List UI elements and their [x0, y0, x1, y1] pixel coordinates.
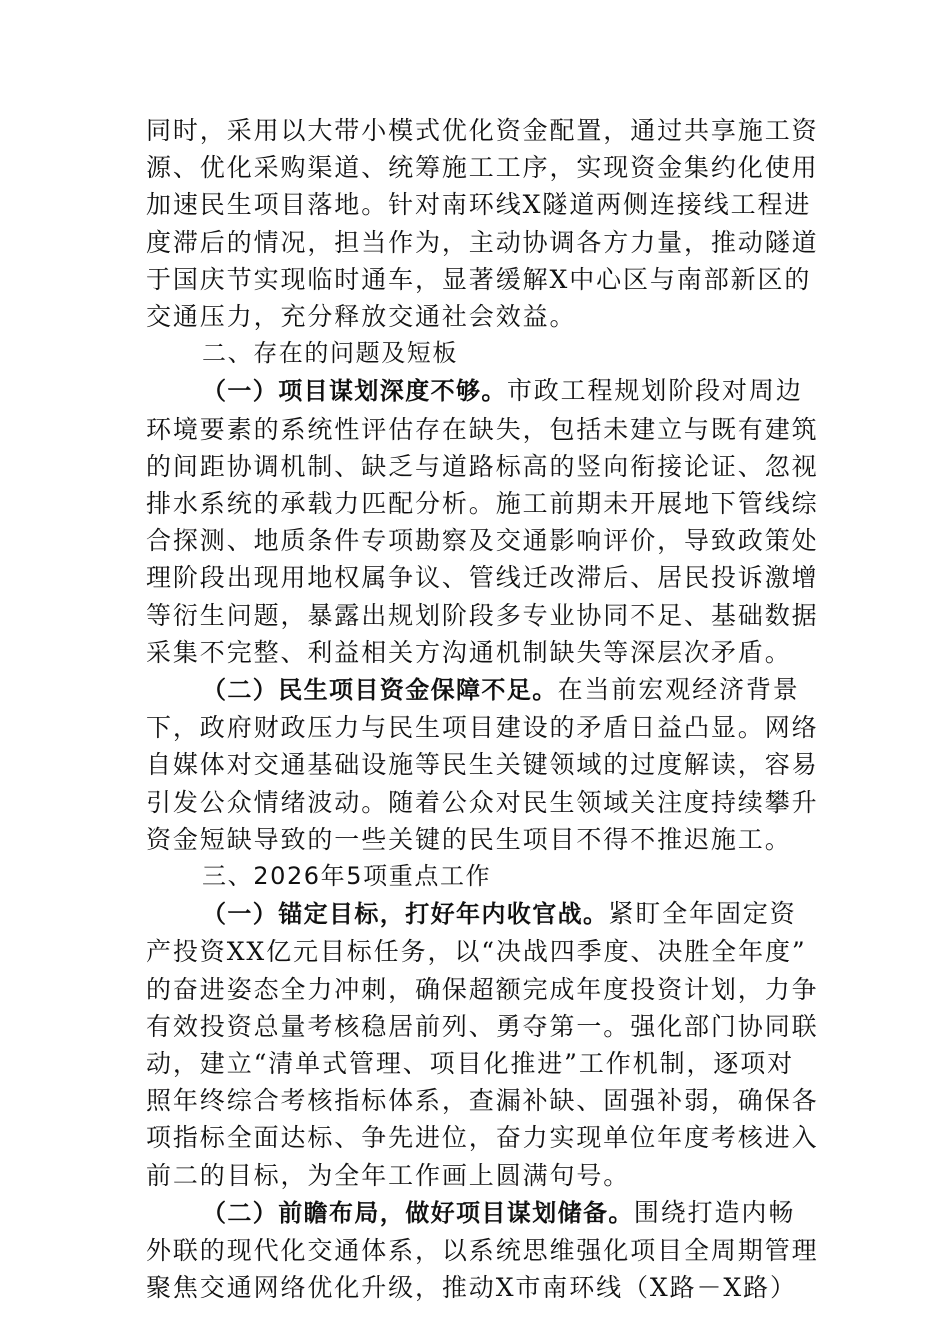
text-line [146, 895, 808, 933]
text-line: 下，政府财政压力与民生项目建设的矛盾日益凸显。网络 [146, 713, 819, 743]
text-line: 照年终综合考核指标体系，查漏补缺、固强补弱，确保各 [146, 1086, 819, 1116]
text-line: 的奋进姿态全力冲刺，确保超额完成年度投资计划，力争 [146, 974, 819, 1004]
text-line: 度滞后的情况，担当作为，主动协调各方力量，推动隧道 [146, 227, 819, 257]
text-run: 在当前宏观经济背景 [557, 675, 800, 705]
text-line: 交通压力，充分释放交通社会效益。 [146, 302, 577, 332]
document-page [146, 112, 819, 1307]
text-line [146, 372, 808, 410]
text-line: 环境要素的系统性评估存在缺失，包括未建立与既有建筑 [146, 414, 819, 444]
text-line [146, 1194, 808, 1232]
text-line: 理阶段出现用地权属争议、管线迁改滞后、居民投诉激增 [146, 563, 819, 593]
subheading-lead: （一）锚定目标，打好年内收官战。 [202, 900, 609, 929]
section-heading-problems: 二、存在的问题及短板 [202, 339, 458, 368]
subheading-lead: （二）民生项目资金保障不足。 [202, 676, 558, 705]
text-line: 动，建立“清单式管理、项目化推进”工作机制，逐项对 [146, 1049, 795, 1079]
text-line: 于国庆节实现临时通车，显著缓解X中心区与南部新区的 [146, 264, 812, 294]
paragraph-problem-1 [146, 372, 819, 671]
text-line: 外联的现代化交通体系，以系统思维强化项目全周期管理 [146, 1236, 819, 1266]
paragraph-work-2 [146, 1194, 819, 1307]
text-line: 产投资XX亿元目标任务，以“决战四季度、决胜全年度” [146, 937, 807, 967]
paragraph-problem-2 [146, 671, 819, 858]
text-line: 前二的目标，为全年工作画上圆满句号。 [146, 1160, 631, 1190]
text-line: 合探测、地质条件专项勘察及交通影响评价，导致政策处 [146, 526, 819, 556]
text-line: 聚焦交通网络优化升级，推动X市南环线（X路－X路） [146, 1273, 797, 1303]
text-line: 等衍生问题，暴露出规划阶段多专业协同不足、基础数据 [146, 600, 819, 630]
text-line [146, 671, 808, 709]
text-line: 项指标全面达标、争先进位，奋力实现单位年度考核进入 [146, 1123, 819, 1153]
text-line: 自媒体对交通基础设施等民生关键领域的过度解读，容易 [146, 750, 819, 780]
text-line: 采集不完整、利益相关方沟通机制缺失等深层次矛盾。 [146, 637, 792, 667]
text-line: 同时，采用以大带小模式优化资金配置，通过共享施工资 [146, 116, 819, 145]
paragraph-work-1 [146, 895, 819, 1194]
text-line: 引发公众情绪波动。随着公众对民生领域关注度持续攀升 [146, 787, 819, 817]
text-run: 围绕打造内畅 [633, 1197, 796, 1227]
text-line: 资金短缺导致的一些关键的民生项目不得不推迟施工。 [146, 824, 792, 854]
text-line: 源、优化采购渠道、统筹施工工序，实现资金集约化使用 [146, 153, 819, 183]
text-run: 紧盯全年固定资 [608, 899, 797, 929]
section-heading-key-work: 三、2026年5项重点工作 [202, 862, 492, 891]
text-line: 加速民生项目落地。针对南环线X隧道两侧连接线工程进 [146, 190, 812, 220]
text-line: 排水系统的承载力匹配分析。施工前期未开展地下管线综 [146, 489, 819, 519]
paragraph-intro [146, 112, 819, 335]
text-run: 市政工程规划阶段对周边 [506, 376, 803, 406]
subheading-lead: （二）前瞻布局，做好项目谋划储备。 [202, 1198, 634, 1227]
text-line: 的间距协调机制、缺乏与道路标高的竖向衔接论证、忽视 [146, 451, 819, 481]
text-line: 有效投资总量考核稳居前列、勇夺第一。强化部门协同联 [146, 1011, 819, 1041]
subheading-lead: （一）项目谋划深度不够。 [202, 377, 507, 406]
